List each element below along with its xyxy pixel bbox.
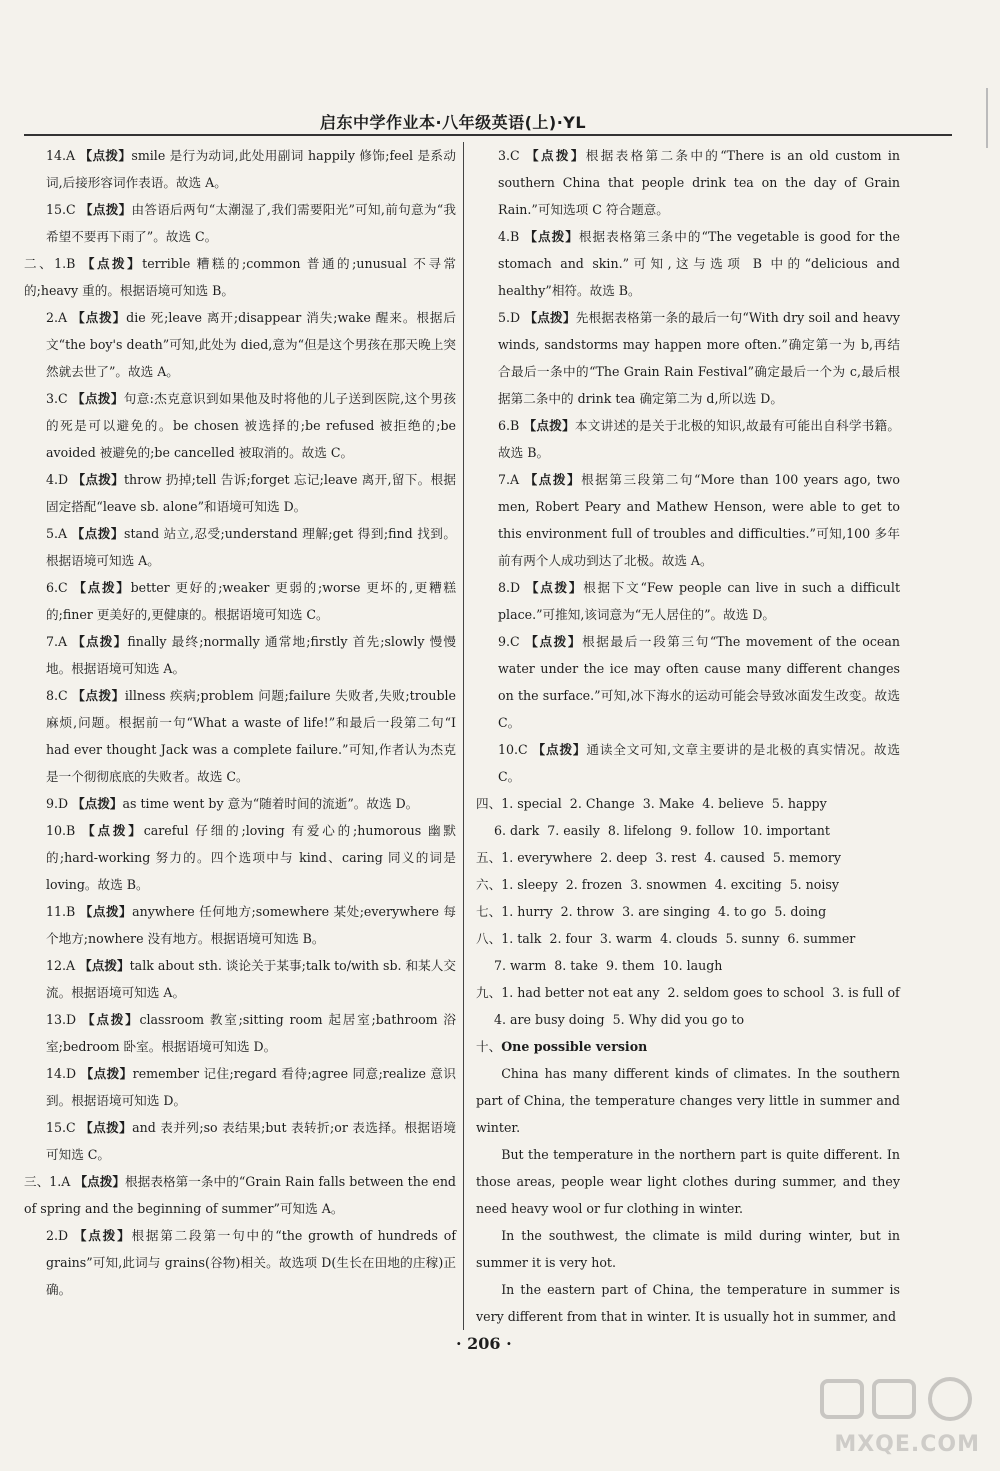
short-answer-lines — [476, 790, 900, 1033]
answer-number: 二、1.B — [24, 256, 76, 271]
left-column — [24, 142, 456, 1303]
answer-line — [476, 817, 900, 844]
hint-tag: 【点拨】 — [80, 1066, 133, 1081]
answer-line-text: 1. hurry 2. throw 3. are singing 4. to go 5. doing — [501, 904, 827, 919]
hint-tag: 【点拨】 — [79, 958, 130, 973]
answer-line-text: 1. sleepy 2. frozen 3. snowmen 4. exciting 5. noisy — [501, 877, 839, 892]
answer-explanation: 根据表格第二条中的“There is an old custom in southern China that people drink tea on the day of Grain Rain.”可知选项 C 符合题意。 — [498, 148, 900, 217]
answer-number: 8.C — [46, 688, 68, 703]
answer-line — [476, 871, 900, 898]
answer-explanation: classroom 教室;sitting room 起居室;bathroom 浴室;bedroom 卧室。根据语境可知选 D。 — [46, 1012, 457, 1054]
hint-tag: 【点拨】 — [72, 688, 125, 703]
hint-tag: 【点拨】 — [524, 229, 579, 244]
answer-item — [24, 1222, 456, 1303]
section-prefix: 七、 — [476, 904, 502, 919]
answer-number: 10.B — [46, 823, 76, 838]
answer-item — [24, 520, 456, 574]
section-prefix: 九、 — [476, 985, 502, 1000]
answer-line-text: 4. are busy doing 5. Why did you go to — [494, 1012, 745, 1027]
section-prefix: 六、 — [476, 877, 502, 892]
answer-number: 10.C — [498, 742, 528, 757]
answer-explanation: 本文讲述的是关于北极的知识,故最有可能出自科学书籍。故选 B。 — [498, 418, 900, 460]
hint-tag: 【点拨】 — [523, 418, 575, 433]
answer-number: 15.C — [46, 202, 76, 217]
answer-item — [24, 1168, 456, 1222]
answer-explanation: terrible 糟糕的;common 普通的;unusual 不寻常的;heavy 重的。根据语境可知选 B。 — [24, 256, 456, 298]
answer-item — [476, 223, 900, 304]
answer-item — [24, 304, 456, 385]
answer-item — [24, 196, 456, 250]
answer-item — [24, 1006, 456, 1060]
hint-tag: 【点拨】 — [532, 742, 587, 757]
hint-tag: 【点拨】 — [79, 202, 132, 217]
answer-line-text: 1. special 2. Change 3. Make 4. believe 5. happy — [501, 796, 827, 811]
answer-number: 3.C — [498, 148, 520, 163]
column-divider — [463, 142, 464, 1330]
answer-number: 7.A — [46, 634, 68, 649]
hint-tag: 【点拨】 — [525, 580, 584, 595]
answer-item — [24, 142, 456, 196]
answer-number: 5.D — [498, 310, 521, 325]
answer-line — [476, 1006, 900, 1033]
section-prefix: 五、 — [476, 850, 502, 865]
answer-line-text: 1. everywhere 2. deep 3. rest 4. caused 5. memory — [501, 850, 842, 865]
answer-item — [476, 412, 900, 466]
answer-number: 7.A — [498, 472, 520, 487]
answer-explanation: 由答语后两句“太潮湿了,我们需要阳光”可知,前句意为“我希望不要再下雨了”。故选 C。 — [46, 202, 457, 244]
hint-tag: 【点拨】 — [526, 148, 586, 163]
answer-number: 11.B — [46, 904, 76, 919]
answer-explanation: 根据下文“Few people can live in such a difficult place.”可推知,该词意为“无人居住的”。故选 D。 — [498, 580, 900, 622]
answer-item — [476, 574, 900, 628]
hint-tag: 【点拨】 — [72, 391, 124, 406]
answer-number: 9.C — [498, 634, 520, 649]
answer-item — [24, 817, 456, 898]
answer-explanation: 根据第三段第二句“More than 100 years ago, two men, Robert Peary and Mathew Henson, were able to get to this environment full of troubles and difficulties.”可知,100 多年前有两个人成功到达了北极。故选 A。 — [498, 472, 901, 568]
answer-number: 4.B — [498, 229, 520, 244]
section-prefix: 八、 — [476, 931, 502, 946]
header-title: 启东中学作业本·八年级英语(上)·YL — [320, 113, 587, 132]
answer-explanation: throw 扔掉;tell 告诉;forget 忘记;leave 离开,留下。根据固定搭配“leave sb. alone”和语境可知选 D。 — [46, 472, 457, 514]
answer-explanation: 根据第二段第一句中的“the growth of hundreds of grains”可知,此词与 grains(谷物)相关。故选项 D(生长在田地的庄稼)正确。 — [46, 1228, 456, 1297]
answer-line-text: 1. talk 2. four 3. warm 4. clouds 5. sunny 6. summer — [501, 931, 856, 946]
answer-number: 9.D — [46, 796, 69, 811]
right-answer-items — [476, 142, 900, 790]
hint-tag: 【点拨】 — [72, 634, 128, 649]
essay-section — [476, 1033, 900, 1330]
answer-line — [476, 952, 900, 979]
answer-number: 14.A — [46, 148, 76, 163]
answer-item — [24, 1114, 456, 1168]
essay-paragraph: China has many different kinds of climates. In the southern part of China, the temperature changes very little in summer and winter. — [476, 1066, 900, 1135]
hint-tag: 【点拨】 — [79, 148, 132, 163]
essay-paragraph: In the eastern part of China, the temperature in summer is very different from that in winter. It is usually hot in summer, and — [476, 1282, 900, 1324]
hint-tag: 【点拨】 — [525, 634, 583, 649]
hint-tag: 【点拨】 — [81, 256, 143, 271]
right-column — [476, 142, 900, 1330]
hint-tag: 【点拨】 — [74, 1174, 126, 1189]
answer-item — [24, 790, 456, 817]
essay-paragraphs — [476, 1060, 900, 1330]
answer-explanation: careful 仔细的;loving 有爱心的;humorous 幽默的;hard-working 努力的。四个选项中与 kind、caring 同义的词是 loving。故选 B。 — [46, 823, 456, 892]
hint-tag: 【点拨】 — [72, 796, 123, 811]
essay-heading — [476, 1033, 900, 1060]
answer-explanation: 句意:杰克意识到如果他及时将他的儿子送到医院,这个男孩的死是可以避免的。be chosen 被选择的;be refused 被拒绝的;be avoided 被避免的;be cancelled 被取消的。故选 C。 — [46, 391, 456, 460]
answer-number: 15.C — [46, 1120, 76, 1135]
hint-tag: 【点拨】 — [80, 1120, 133, 1135]
answer-number: 6.C — [46, 580, 68, 595]
answer-line — [476, 844, 900, 871]
answer-explanation: as time went by 意为“随着时间的流逝”。故选 D。 — [122, 796, 419, 811]
answer-line — [476, 925, 900, 952]
answer-line-text: 7. warm 8. take 9. them 10. laugh — [494, 958, 723, 973]
answer-explanation: 根据表格第一条中的“Grain Rain falls between the end of spring and the beginning of summer”可知选 A。 — [24, 1174, 456, 1216]
answer-explanation: better 更好的;weaker 更弱的;worse 更坏的,更糟糕的;finer 更美好的,更健康的。根据语境可知选 C。 — [46, 580, 456, 622]
answer-number: 8.D — [498, 580, 521, 595]
answer-line-text: 1. had better not eat any 2. seldom goes to school 3. is full of — [501, 985, 900, 1000]
answer-explanation: 先根据表格第一条的最后一句“With dry soil and heavy winds, sandstorms may happen more often.”确定第一为 b,再结合最后一条中的“The Grain Rain Festival”确定最后一个为 c,最后根据第二条中的 drink tea 确定第二为 d,所以选 D。 — [498, 310, 901, 406]
answer-item — [476, 142, 900, 223]
answer-explanation: anywhere 任何地方;somewhere 某处;everywhere 每个地方;nowhere 没有地方。根据语境可知选 B。 — [46, 904, 456, 946]
essay-heading-prefix: 十、 — [476, 1039, 502, 1054]
answer-item — [476, 304, 900, 412]
hint-tag: 【点拨】 — [524, 310, 576, 325]
watermark-logo — [814, 1377, 994, 1465]
answer-explanation: talk about sth. 谈论关于某事;talk to/with sb. 和某人交流。根据语境可知选 A。 — [46, 958, 456, 1000]
watermark-text: MXQE.COM — [834, 1432, 980, 1457]
hint-tag: 【点拨】 — [72, 472, 124, 487]
answer-item — [24, 574, 456, 628]
answer-item — [24, 385, 456, 466]
answer-item — [24, 466, 456, 520]
answer-number: 2.D — [46, 1228, 69, 1243]
answer-item — [24, 952, 456, 1006]
answer-number: 14.D — [46, 1066, 77, 1081]
essay-heading-text: One possible version — [501, 1039, 648, 1054]
answer-explanation: stand 站立,忍受;understand 理解;get 得到;find 找到。根据语境可知选 A。 — [46, 526, 456, 568]
answer-number: 3.C — [46, 391, 68, 406]
answer-explanation: 根据表格第三条中的“The vegetable is good for the stomach and skin.”可知,这与选项 B 中的“delicious and healthy”相符。故选 B。 — [498, 229, 900, 298]
answer-number: 5.A — [46, 526, 68, 541]
hint-tag: 【点拨】 — [524, 472, 582, 487]
answer-item — [476, 736, 900, 790]
answer-explanation: remember 记住;regard 看待;agree 同意;realize 意识到。根据语境可知选 D。 — [46, 1066, 456, 1108]
answer-number: 13.D — [46, 1012, 77, 1027]
answer-item — [24, 1060, 456, 1114]
hint-tag: 【点拨】 — [82, 823, 144, 838]
hint-tag: 【点拨】 — [72, 310, 127, 325]
hint-tag: 【点拨】 — [81, 1012, 140, 1027]
answer-explanation: die 死;leave 离开;disappear 消失;wake 醒来。根据后文“the boy's death”可知,此处为 died,意为“但是这个男孩在那天晚上突然就去世了”。故选 A。 — [46, 310, 456, 379]
answer-explanation: and 表并列;so 表结果;but 表转折;or 表选择。根据语境可知选 C。 — [46, 1120, 456, 1162]
page-header — [0, 104, 1000, 132]
hint-tag: 【点拨】 — [71, 526, 124, 541]
answer-item — [24, 628, 456, 682]
answer-line — [476, 790, 900, 817]
hint-tag: 【点拨】 — [73, 580, 131, 595]
section-prefix: 四、 — [476, 796, 502, 811]
answer-number: 4.D — [46, 472, 69, 487]
answer-line — [476, 979, 900, 1006]
header-rule — [24, 134, 952, 136]
answer-line-text: 6. dark 7. easily 8. lifelong 9. follow 10. important — [494, 823, 830, 838]
answer-item — [24, 250, 456, 304]
answer-number: 2.A — [46, 310, 68, 325]
essay-paragraph: In the southwest, the climate is mild during winter, but in summer it is very hot. — [476, 1228, 900, 1270]
answer-number: 6.B — [498, 418, 520, 433]
answer-explanation: smile 是行为动词,此处用副词 happily 修饰;feel 是系动词,后接形容词作表语。故选 A。 — [46, 148, 456, 190]
hint-tag: 【点拨】 — [73, 1228, 132, 1243]
page-number: · 206 · — [456, 1334, 512, 1353]
answer-explanation: 根据最后一段第三句“The movement of the ocean water under the ice may often cause many different changes on the surface.”可知,冰下海水的运动可能会导致冰面发生改变。故选 C。 — [498, 634, 900, 730]
answer-item — [24, 682, 456, 790]
answer-line — [476, 898, 900, 925]
answer-explanation: 通读全文可知,文章主要讲的是北极的真实情况。故选 C。 — [498, 742, 900, 784]
answer-explanation: finally 最终;normally 通常地;firstly 首先;slowly 慢慢地。根据语境可知选 A。 — [46, 634, 456, 676]
answer-item — [24, 898, 456, 952]
answer-number: 三、1.A — [24, 1174, 71, 1189]
answer-item — [476, 466, 900, 574]
essay-paragraph: But the temperature in the northern part is quite different. In those areas, people wear light clothes during summer, and they need heavy wool or fur clothing in winter. — [476, 1147, 900, 1216]
answer-number: 12.A — [46, 958, 76, 973]
answer-explanation: illness 疾病;problem 问题;failure 失败者,失败;trouble 麻烦,问题。根据前一句“What a waste of life!”和最后一段第二句“I had ever thought Jack was a complete failure.”可知,作者认为杰克是一个彻彻底底的失败者。故选 C。 — [46, 688, 456, 784]
answer-item — [476, 628, 900, 736]
hint-tag: 【点拨】 — [79, 904, 133, 919]
